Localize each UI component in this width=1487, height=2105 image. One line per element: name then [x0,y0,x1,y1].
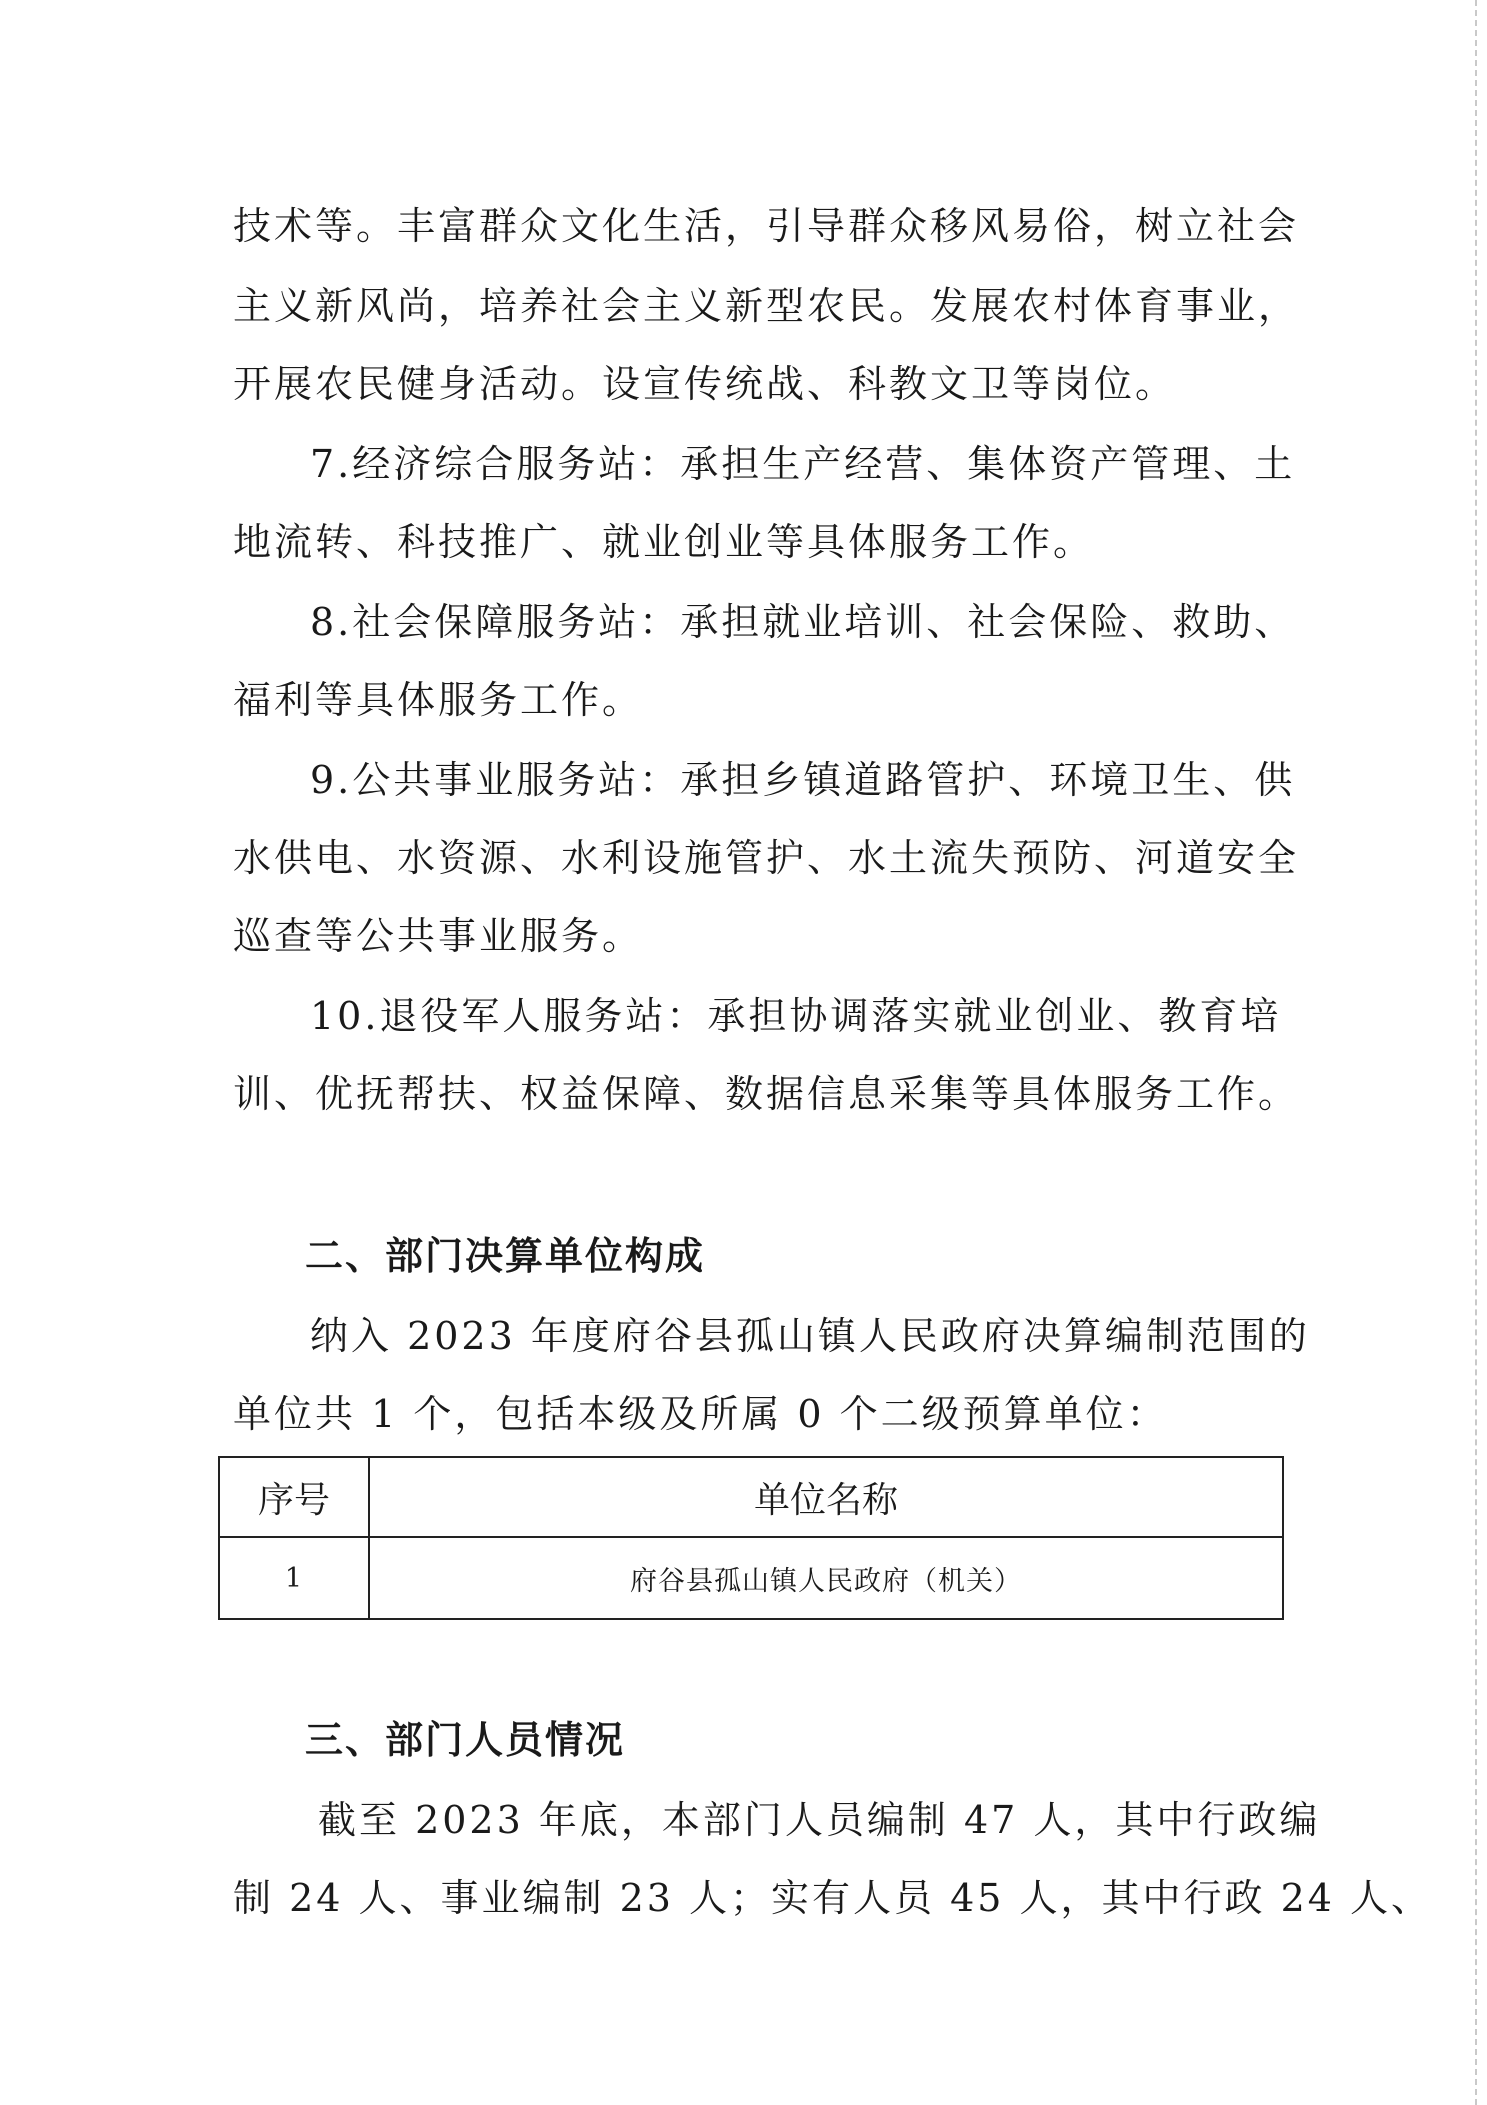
paragraph-line: 福利等具体服务工作。 [233,678,644,722]
table-row [219,1537,1283,1619]
paragraph-line: 主义新风尚，培养社会主义新型农民。发展农村体育事业， [233,284,1300,328]
paragraph-line: 9.公共事业服务站：承担乡镇道路管护、环境卫生、供 [310,758,1296,802]
section-heading: 二、部门决算单位构成 [305,1234,706,1278]
paragraph-line: 7.经济综合服务站：承担生产经营、集体资产管理、土 [310,442,1296,486]
paragraph-line: 训、优抚帮扶、权益保障、数据信息采集等具体服务工作。 [233,1072,1300,1116]
table-cell-unit-name: 府谷县孤山镇人民政府（机关） [369,1537,1283,1619]
paragraph-line: 技术等。丰富群众文化生活，引导群众移风易俗，树立社会 [233,204,1300,248]
column-header-unit-name: 单位名称 [369,1457,1283,1537]
units-table [218,1456,1284,1620]
column-header-index: 序号 [219,1457,369,1537]
paragraph-line: 10.退役军人服务站：承担协调落实就业创业、教育培 [310,994,1282,1038]
paragraph-line: 截至 2023 年底，本部门人员编制 47 人，其中行政编 [318,1798,1321,1842]
paragraph-line: 巡查等公共事业服务。 [233,914,644,958]
scan-edge-line [1475,0,1477,2105]
table-header-row [219,1457,1283,1537]
paragraph-line: 单位共 1 个，包括本级及所属 0 个二级预算单位： [233,1392,1168,1436]
paragraph-line: 地流转、科技推广、就业创业等具体服务工作。 [233,520,1095,564]
section-heading: 三、部门人员情况 [305,1718,626,1762]
paragraph-line: 纳入 2023 年度府谷县孤山镇人民政府决算编制范围的 [310,1314,1310,1358]
table-cell-index: 1 [219,1537,369,1619]
paragraph-line: 开展农民健身活动。设宣传统战、科教文卫等岗位。 [233,362,1177,406]
paragraph-line: 8.社会保障服务站：承担就业培训、社会保险、救助、 [310,600,1296,644]
paragraph-line: 制 24 人、事业编制 23 人；实有人员 45 人，其中行政 24 人、 [233,1876,1433,1920]
paragraph-line: 水供电、水资源、水利设施管护、水土流失预防、河道安全 [233,836,1300,880]
